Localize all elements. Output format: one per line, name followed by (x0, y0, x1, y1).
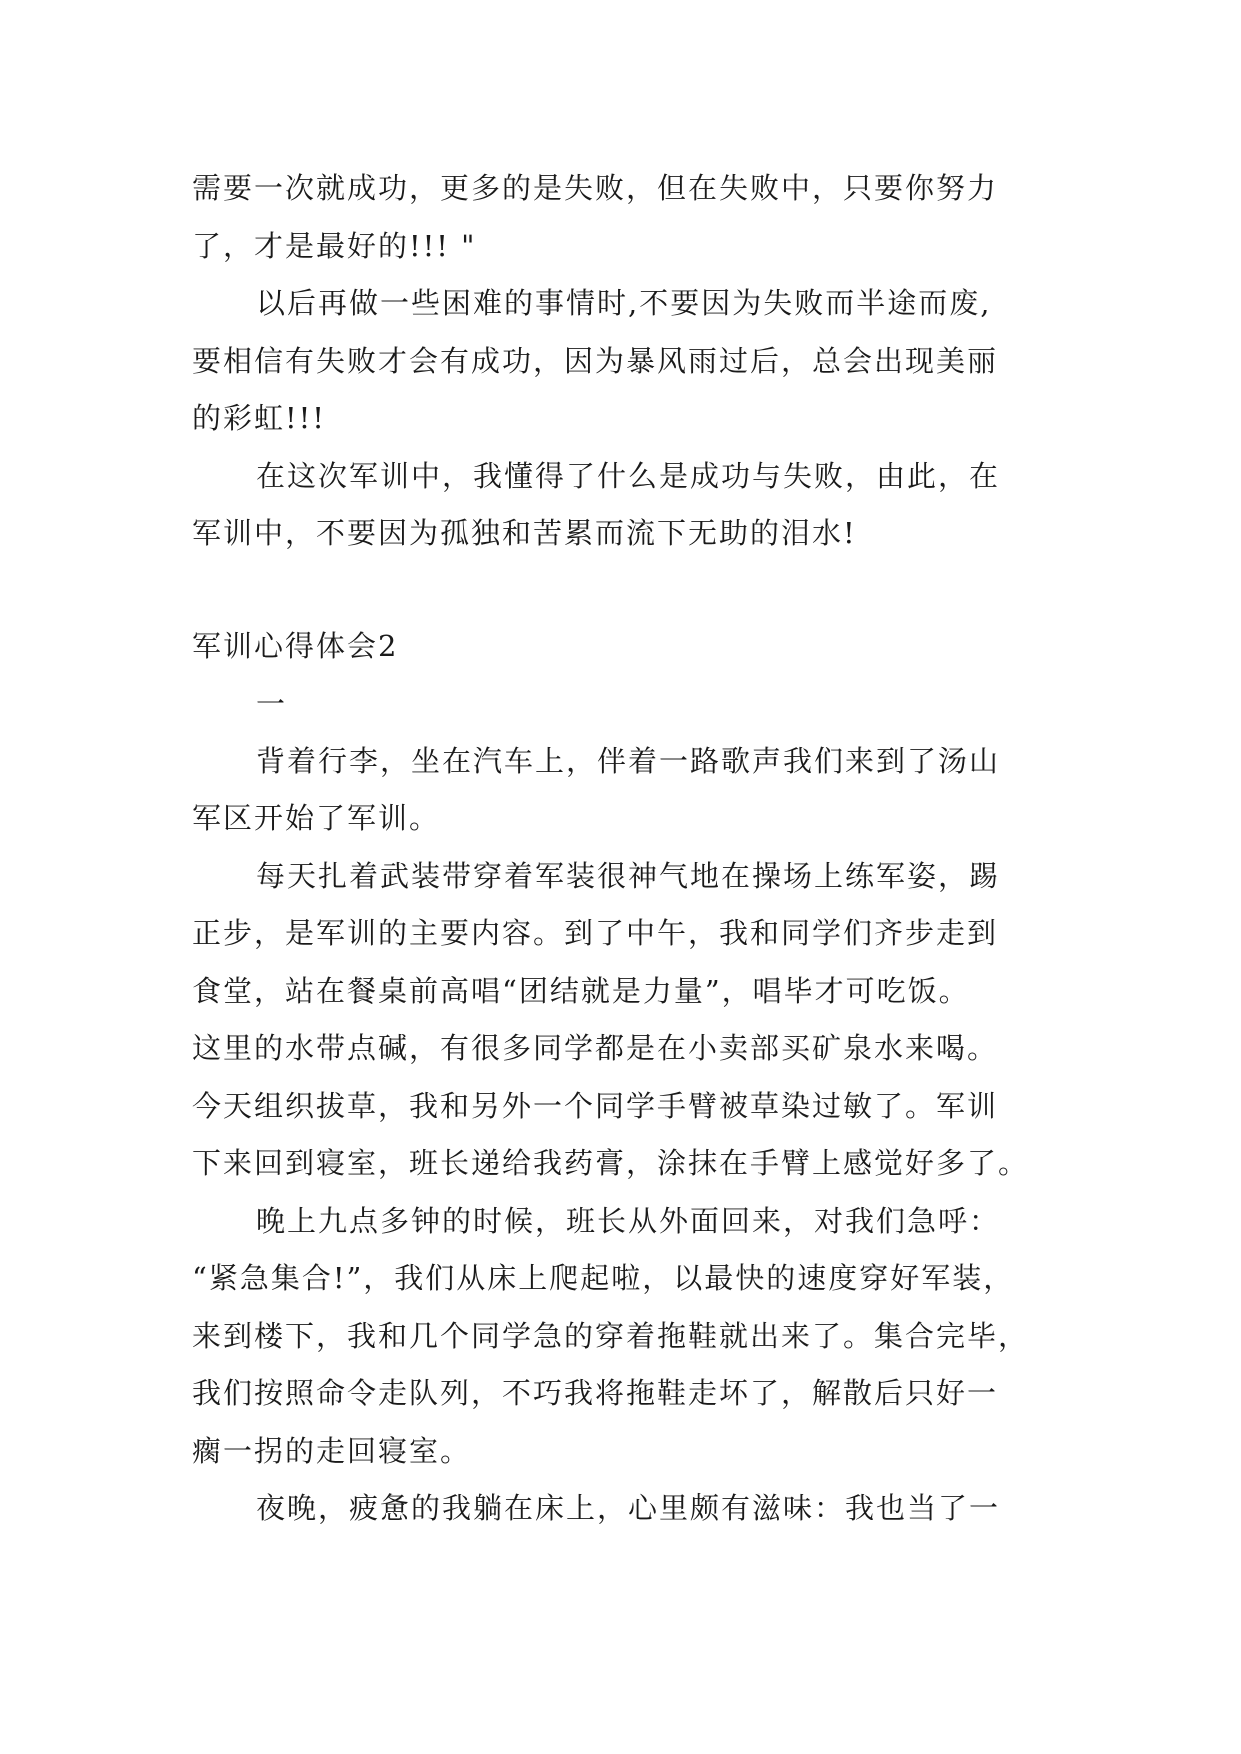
text-line: 食堂，站在餐桌前高唱“团结就是力量”，唱毕才可吃饭。 (192, 974, 970, 1008)
text-line: 来到楼下，我和几个同学急的穿着拖鞋就出来了。集合完毕， (192, 1319, 1030, 1353)
text-line: 我们按照命令走队列，不巧我将拖鞋走坏了，解散后只好一 (192, 1376, 999, 1410)
text-line: 今天组织拔草，我和另外一个同学手臂被草染过敏了。军训 (192, 1089, 999, 1123)
text-line: “紧急集合!”，我们从床上爬起啦，以最快的速度穿好军装， (192, 1261, 1015, 1295)
text-line: 要相信有失败才会有成功，因为暴风雨过后，总会出现美丽 (192, 344, 999, 378)
text-line: 正步，是军训的主要内容。到了中午，我和同学们齐步走到 (192, 916, 999, 950)
text-line: 军训中，不要因为孤独和苦累而流下无助的泪水! (192, 516, 857, 550)
text-line: 需要一次就成功，更多的是失败，但在失败中，只要你努力 (192, 171, 999, 205)
text-line: 军区开始了军训。 (192, 801, 441, 835)
text-line: 以后再做一些困难的事情时,不要因为失败而半途而废, (256, 286, 992, 320)
text-line: 瘸一拐的走回寝室。 (192, 1434, 472, 1468)
text-line: 在这次军训中，我懂得了什么是成功与失败，由此，在 (256, 459, 1001, 493)
text-line: 每天扎着武装带穿着军装很神气地在操场上练军姿，踢 (256, 859, 1001, 893)
section-heading: 军训心得体会2 (192, 629, 399, 663)
text-line: 下来回到寝室，班长递给我药膏，涂抹在手臂上感觉好多了。 (192, 1146, 1030, 1180)
text-line: 了，才是最好的!!! " (192, 229, 477, 263)
text-line: 夜晚，疲惫的我躺在床上，心里颇有滋味：我也当了一 (256, 1491, 1001, 1525)
text-line: 晚上九点多钟的时候，班长从外面回来，对我们急呼： (256, 1204, 1001, 1238)
text-line: 这里的水带点碱，有很多同学都是在小卖部买矿泉水来喝。 (192, 1031, 999, 1065)
text-line: 的彩虹!!! (192, 401, 326, 435)
text-line: 背着行李，坐在汽车上，伴着一路歌声我们来到了汤山 (256, 744, 1001, 778)
section-number: 一 (256, 687, 288, 721)
